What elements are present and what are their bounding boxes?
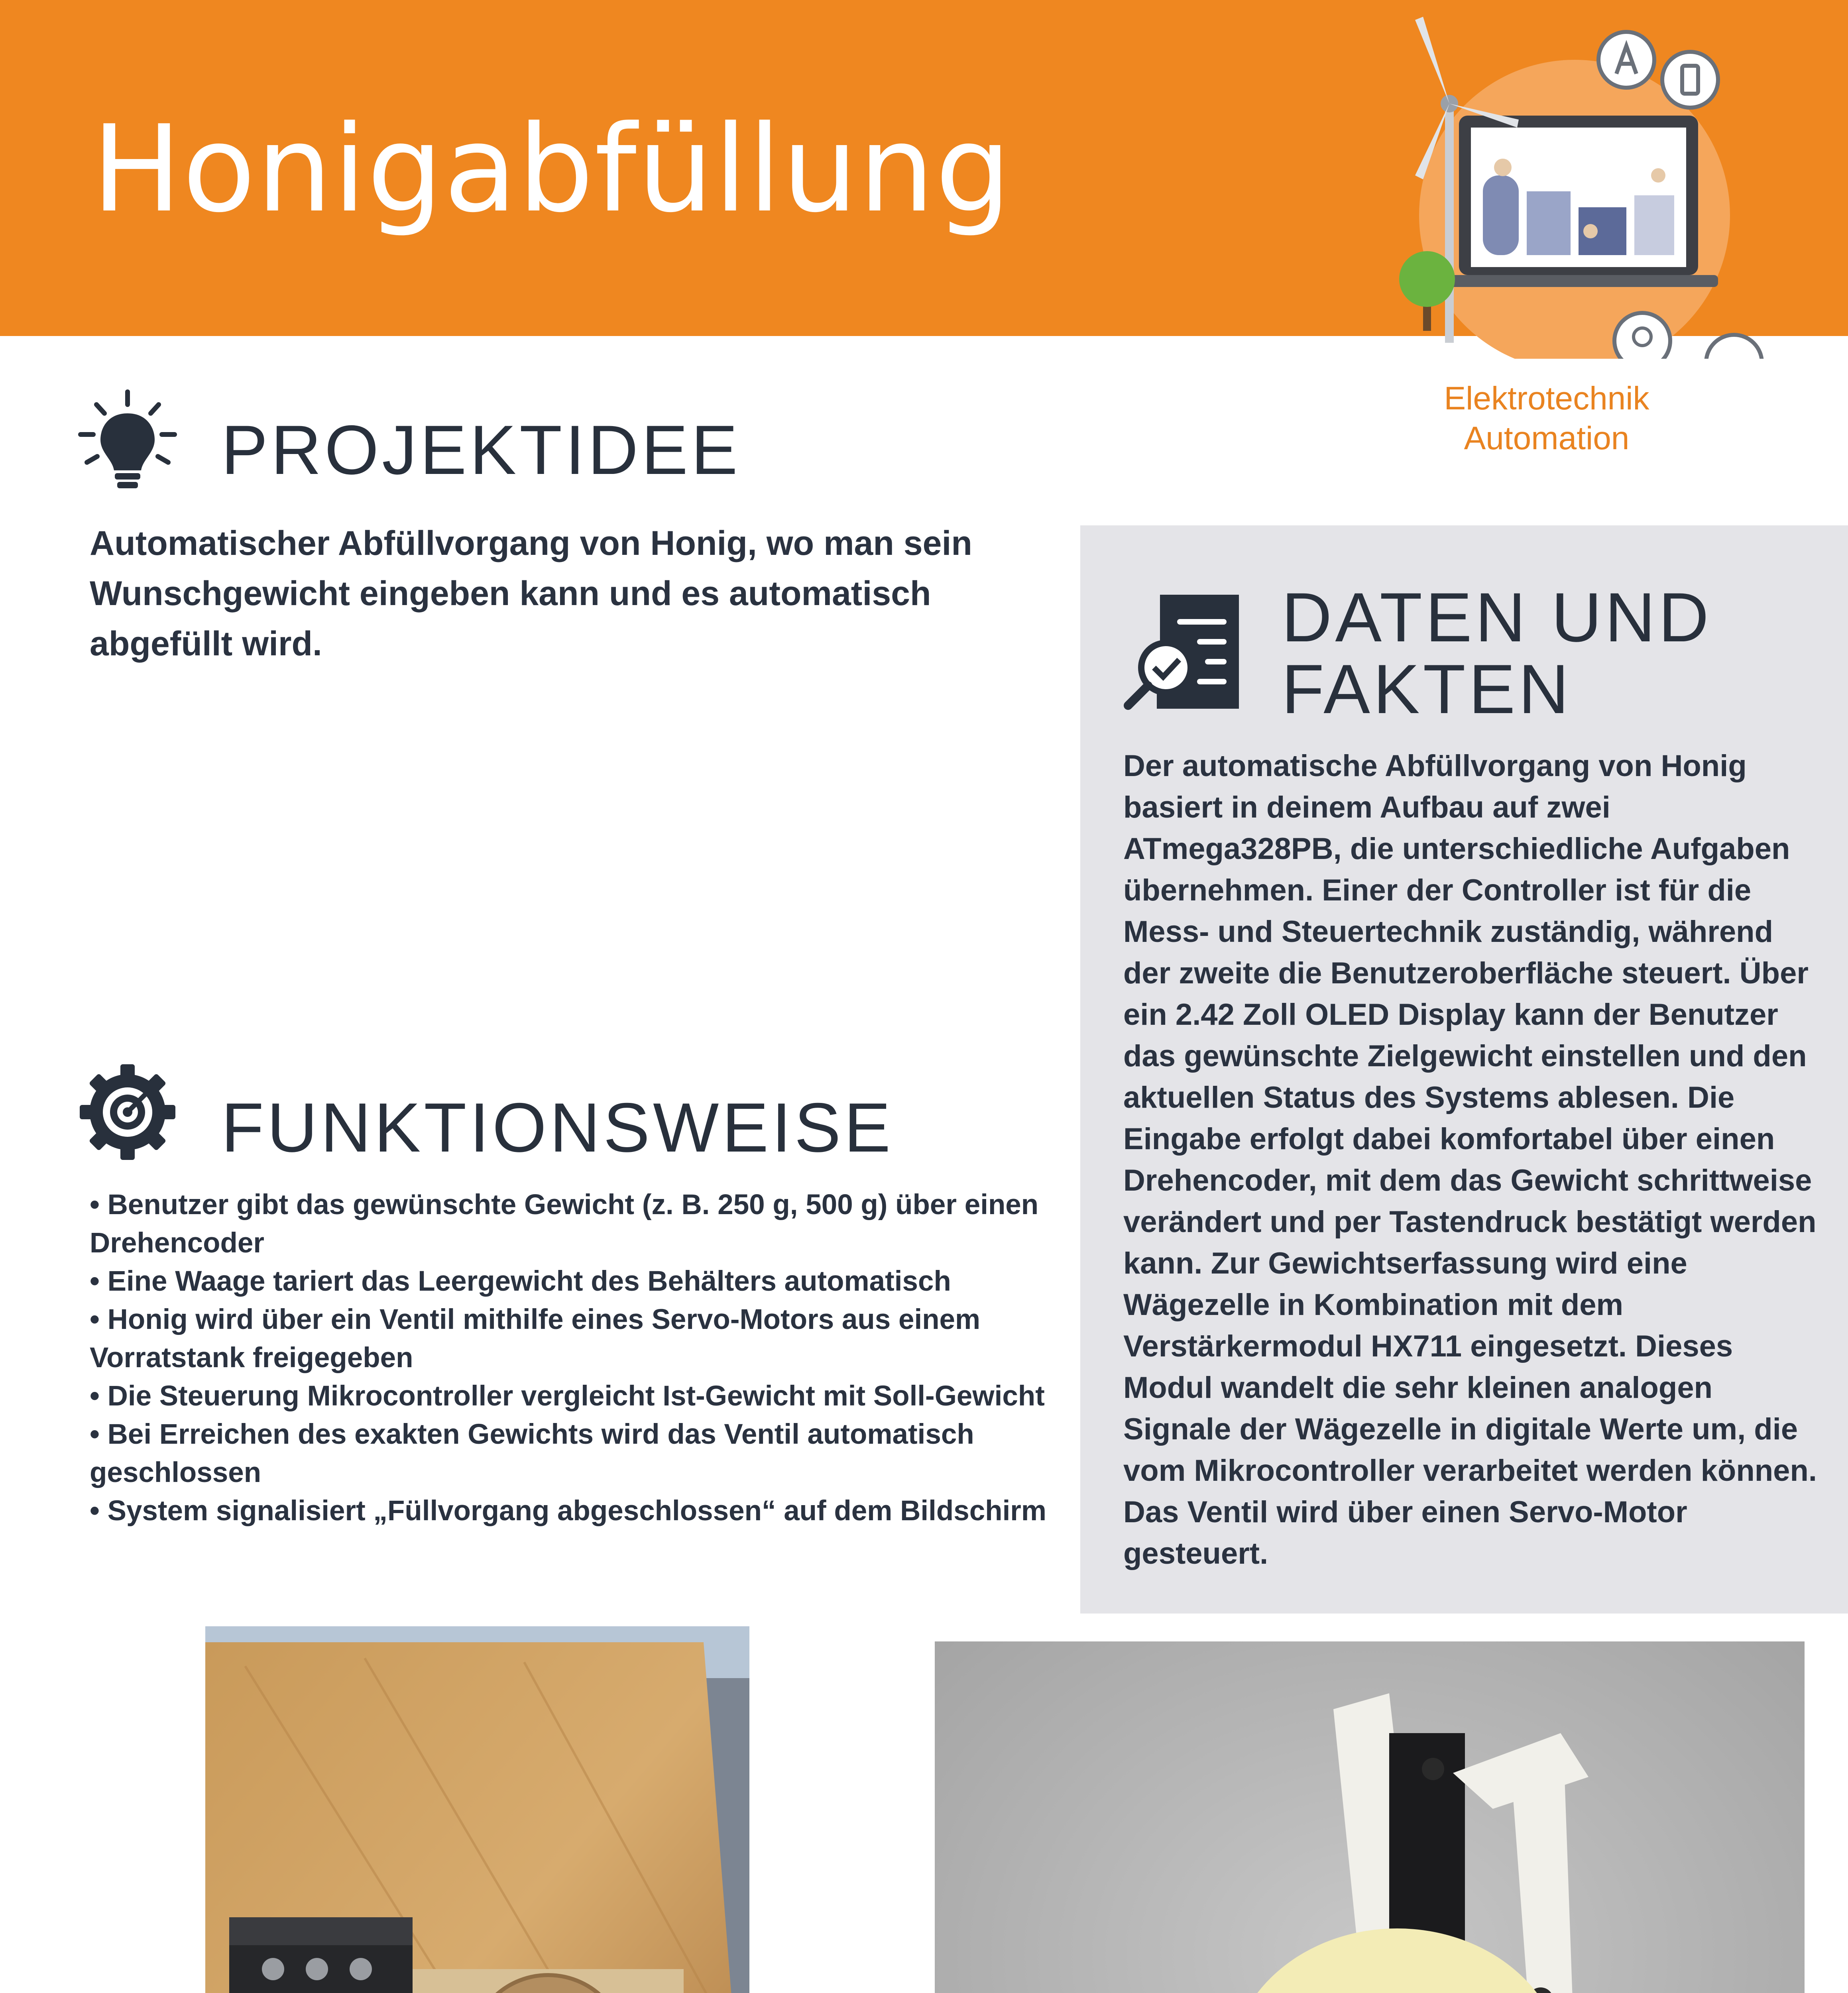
- list-item: • Eine Waage tariert das Leergewicht des Behälters automatisch: [90, 1266, 951, 1297]
- list-item: • System signalisiert „Füllvorgang abgeschlossen“ auf dem Bildschirm: [90, 1495, 1047, 1527]
- hero-illustration: [1399, 8, 1798, 359]
- facts-heading: DATEN UND FAKTEN: [1282, 579, 1712, 728]
- idea-heading: PROJEKTIDEE: [221, 411, 741, 489]
- function-list: [90, 1186, 1078, 1530]
- idea-text: Automatischer Abfüllvorgang von Honig, wo man sein Wunschgewicht eingeben kann und es automatisch abgefüllt wird.: [90, 524, 972, 663]
- list-item: • Bei Erreichen des exakten Gewichts wird das Ventil automatisch geschlossen: [90, 1419, 974, 1488]
- lightbulb-icon: [76, 389, 179, 492]
- list-item: • Die Steuerung Mikrocontroller vergleicht Ist-Gewicht mit Soll-Gewicht: [90, 1380, 1045, 1412]
- prototype-photo: [205, 1626, 749, 1993]
- document-search-icon: [1120, 586, 1248, 713]
- department-line-1: Elektrotechnik: [1444, 380, 1649, 417]
- function-heading: FUNKTIONSWEISE: [221, 1089, 894, 1167]
- gear-target-icon: [76, 1060, 179, 1164]
- facts-text: Der automatische Abfüllvorgang von Honig basiert in deinem Aufbau auf zwei ATmega328PB, die unterschiedliche Aufgaben übernehmen. Einer der Controller ist für die Mess- und Steuertechnik zuständig, während der zweite die Benutzeroberfläche steuert. Über ein 2.42 Zoll OLED Display kann der Benutzer das gewünschte Zielgewicht einstellen und den aktuellen Status des Systems ablesen. Die Eingabe erfolgt dabei komfortabel über einen Drehencoder, mit dem das Gewicht schrittweise verändert und per Tastendruck bestätigt werden kann. Zur Gewichtserfassung wird eine Wägezelle in Kombination mit dem Verstärkermodul HX711 eingesetzt. Dieses Modul wandelt die sehr kleinen analogen Signale der Wägezelle in digitale Werte um, die vom Mikrocontroller verarbeitet werden können. Das Ventil wird über einen Servo-Motor gesteuert.: [1123, 749, 1817, 1570]
- valve-render: [935, 1641, 1805, 1993]
- list-item: • Benutzer gibt das gewünschte Gewicht (z. B. 250 g, 500 g) über einen Drehencoder: [90, 1189, 1039, 1259]
- department-line-2: Automation: [1464, 420, 1630, 456]
- page-title: Honigabfüllung: [92, 100, 1012, 239]
- department-label: [1347, 379, 1746, 458]
- list-item: • Honig wird über ein Ventil mithilfe eines Servo-Motors aus einem Vorratstank freigegeben: [90, 1304, 981, 1374]
